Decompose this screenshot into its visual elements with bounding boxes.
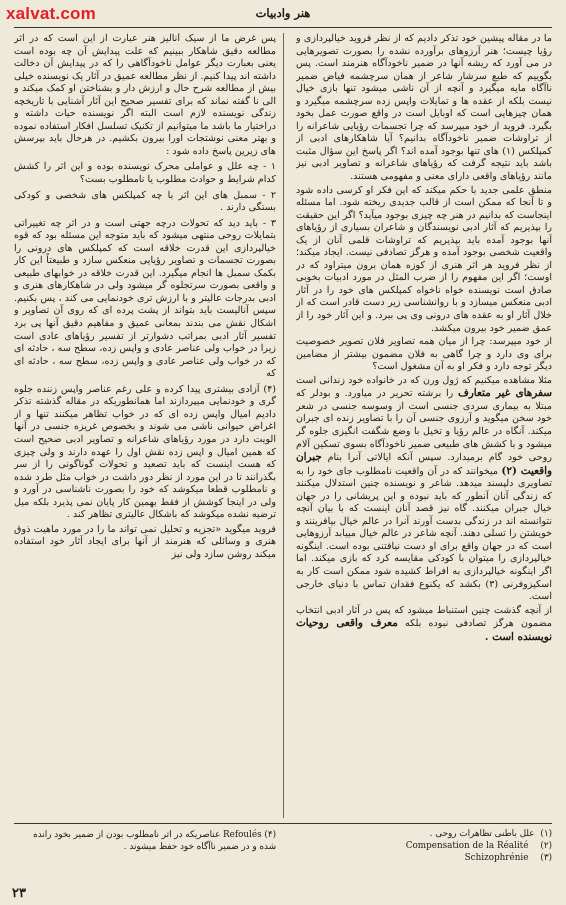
right-text-column	[296, 33, 552, 821]
paragraph-text: از خود میپرسد: چرا از میان همه تصاویر فلان تصویر خصوصیت برای وی دارد و چرا گاهی به فلان مضمون بیشتر از مضامین دیگر توجه دارد و فکر او به آن مشغول است؟	[296, 336, 552, 373]
footnote	[296, 852, 552, 864]
footnotes-right	[296, 828, 552, 864]
footnote-number: (۱)	[540, 829, 552, 839]
footnote-term: Schizophrénie	[464, 853, 529, 863]
paragraph: پس غرض ما از سیک آنالیز هنر عبارت از این است که در اثر مطالعه دقیق شاهکار ببینیم که علت پیدایش آن چه بوده است یعنی بعبارت دیگر عوامل ناخودآگاهی را که در پیدایش آن دخالت داشته اند پیدا کنیم. از نظر مطالعه عمیق در آثار یک نویسنده خیلی بیش از مطالعه شرح حال و ارزش دار و بشناختن او کمک میکند و الی نا گفته نماند که برای تفسیر صحیح این آثار آشنایی با تاریخچه زندگی نویسنده لازم است البته اگر نویسنده حیات داشته و دراختیار ما باشد ما میتوانیم از تکنیک تسلسل افکار استفاده نموده و بهتر معنی نوشتجات اورا بیرون بکشیم. در هرحال باید بپرسش های زیرین پاسخ داده شود :	[14, 33, 276, 157]
numbered-item: ۱ - چه علل و عواملی محرک نویسنده بوده و این اثر را کشش کدام شرایط و حوادث مطلوب یا نامطلوب بست؟	[14, 161, 276, 186]
footnote-number: (۴)	[264, 830, 276, 840]
paragraph	[296, 185, 552, 336]
left-text-column	[14, 33, 276, 821]
paragraph	[296, 605, 552, 645]
bold-phrase: معرف واقعی روحیات نویسنده است .	[296, 617, 552, 643]
footnote	[14, 830, 276, 853]
numbered-item: ۳ - باید دید که تحولات درچه جهتی است و در اثر چه تغییراتی بتمایلات روحی منتهی میشود که باید متوجه این مسئله بود که قوه خیالپردازی این قدرت خلاقه است که کمپلکس های درونی را بصورت تجسمات و تصاویر رؤیایی منعکس سازد و طبیعتاً این کار بکمک سمبل ها انجام میگیرد. این قدرت خلاقه در خوابهای طبیعی و واقعی بصورت سرتجلوه گر میشود ولی در شاهکارهای هنری و ادبی بدرجات عالیتر و با ارزش تری خودنمایی می کند ، پس بکنیم. سپس آنالیست باید بتواند از پشت پرده ای که روی آن تصاویر و اشکال نقش می بندند بمعانی عمیق و مفاهیم دقیق آنها پی برد تفسیر آثار ادبی بمراتب دشوارتر از تفسیر رؤیاهای عادی است زیرا در خواب ولی عناصر عادی و واپس زده، سطح سه ، حادثه ای که در خواب ولی عناصر عادی و واپس زده، سطح سه ، حادثه ای که	[14, 217, 276, 380]
paragraph-text: مثلا مشاهده میکنیم که ژول ورن که در خانواده خود زندانی است	[296, 374, 552, 386]
paragraph-text: را برشته تحریر در میاورد. و بودلر که مبتلا به بیماری سردی جنسی است از وسوسه جنسی در شعر خود سخن میگوید و آرزوی جنسی آن را با تصاویر زنده ای جبران میکند. آنگاه در عالم رؤیا و تخیل با وضع شگفت انگیزی جلوه گر میشود و با کشش های طبیعی ضمیر ناخودآگاه بسوی تسکین آلام روحی خود گام برمیدارد. سپس آنکه ایالاتی آنرا بنام	[296, 388, 552, 464]
watermark-logo: xalvat.com	[6, 4, 96, 23]
paragraph	[296, 375, 552, 604]
footnote-term: Refoulés	[223, 830, 262, 840]
footnote	[296, 840, 552, 852]
footnote-number: (۳)	[540, 853, 552, 863]
footnote	[296, 828, 552, 840]
column-divider	[283, 33, 284, 818]
footnote-text: علل باطنی تظاهرات روحی .	[429, 829, 535, 839]
paragraph	[296, 336, 552, 374]
bold-phrase: سفرهای غیر متعارف	[458, 387, 552, 400]
numbered-item: ۲ - سمبل های این اثر با چه کمپلکس های شخصی و کودکی بستگی دارند .	[14, 189, 276, 214]
paragraph: فروید میگوید «تجزیه و تحلیل نمی تواند ما را در مورد ماهیت ذوق هنری و وسائلی که هنرمند از آنها برای ایجاد آثار خود استفاده میکند روشن سازد ولی نیز	[14, 523, 276, 560]
paragraph	[296, 33, 552, 184]
paragraph-text: ما در مقاله پیشین خود تذکر دادیم که از نظر فروید خیالپردازی و رؤیا چیست؛ هنر آرزوهای برآورده نشده را بصورت تصویرهایی در می آورد که ریشه آنها در ضمیر ناخودآگاه هنرمند است. پس بگوییم که طبع سرشار شاعر از همان سرچشمه فیاض ضمیر ناآگاه مایه میگیرد و آنچه از آن ناشی میشود تنها بازی خیال نیست بلکه از عقده ها و تمایلات واپس زده سرچشمه میگیرد و همان چیزهایی است که اوبایل است در واقع صورت عمل بخود بگیرد. فروید از خود میپرسد که چرا تجسمات رؤیایی شاعرانه را از تراوشات ضمیر ناخودآگاه بدانیم؟ آیا شاهکارهای ادبی از کمپلکس (۱) های تنها بوجود آمده اند؟ اگر پاسخ این سؤال مثبت باشد باید نتیجه گرفت که رؤیاهای شاعرانه و تصاویر ادبی نیز مانند رؤیاهای واقعی دارای معنی و مفهومی هستند.	[296, 33, 552, 183]
paragraph-text: منطق علمی جدید با حکم میکند که این فکر او کرسی داده شود و تا آنجا که ممکن است از قالب جدیدی ریخته شود. اما مسئله اینجاست که بدانیم در هنر چه چیزی بوجود میآید؟ اگر این حقیقت را بپذیریم که آثار ادبی نویسندگان و شاعران بسیاری از رؤیاهای آنها بوجود آمده باید بپذیریم که تراوشات قلمی آنان از یک واقعیت شخصی بوجود آمده و هرگز تصادفی نیست. ایجاد میکند؛ از نظر فروید هر اثر هنری از کوزه همان برون میتراود که در اوست؛ اگر این مفهوم را از ضرب المثل در مورد ادبیات بخوبی صادق است نویسنده خواه ناخواه کمپلکس های خود را در آثار ادبی منعکس میسازد و با روانشناسی زیر دست قادر است که از خلال آثار او به عقده های درونی وی پی ببرد. و این آثار خود را از عمق ضمیر خود بیرون میکشد.	[296, 184, 552, 334]
header-rule	[14, 27, 552, 28]
footnote-term: Compensation de la Réalité	[405, 841, 529, 851]
page-number: ۲۳	[12, 886, 26, 901]
numbered-item: (۴) آزادی بیشتری پیدا کرده و علی رغم عناصر واپس زننده جلوه گری و خودنمایی میپردازند اما همانطوریکه در مقاله گذشته تذکر دادیم امیال واپس زده ای که در خواب تظاهر میکنند تنها و از اغراض حیوانی ناشی می شوند و بخصوص غریزه جنسی در آنها الویت دارد در مورد رؤیاهای شاعرانه و تصاویر ادبی صحیح است که همین امیال و اپس زده نقش اول را عهده دارند و ولی چیزی که هست اینست که باید تصعید و تحولات گوناگونی را از سر بگذرانند تا در این مورد از نظر دور داشت در خواب مثل طرد شده و نامطلوب قطعا میکوشد که خود را بصورت ناشناسی در آورد و ولی در اینجا کوشش از فقط بهمین کار پایان نمی پذیرد بلکه میل ترضیه نشده میکوشد که باشکال عالیتری تظاهر کند .	[14, 383, 276, 521]
footnote-number: (۲)	[540, 841, 552, 851]
paragraph-text: از آنچه گذشت چنین استنباط میشود که پس در آثار ادبی انتخاب مضمون هرگز تصادفی نبوده بلکه	[296, 604, 552, 630]
footnote-rule	[14, 823, 552, 824]
running-head: هنر وادبیات	[255, 6, 311, 20]
bold-phrase: جبران واقعیت (۲)	[296, 451, 552, 477]
paragraph-text: میخوانند که در آن واقعیت نامطلوب جای خود را به تصاویری دلپسند میدهد. شاعر و نویسنده چنین استدلال میکنند که زندگی آنان آنطور که باید نبوده و این پریشانی را در جهان خیال جبران میکنند. گاه نیز قصد آنان اینست که با بیان آنچه نتوانسته اند در زندگی بدست آورند آنرا در عالم خیال بیافرینند و خویشتن را تسلی دهند. آنچه شاعر در عالم خیال مییابد آرزوهایی است که در جهان واقع برای او دست نیافتنی بوده است. اینگونه خیالپردازی را میتوان با کودکی مقایسه کرد که بازی میکند. اما اگر اینگونه خیالپردازی به افراط کشیده شود ممکن است کار به اسکیزوفرنی (۳) بکشد که یکنوع فقدان تماس با دنیای خارجی است.	[296, 465, 552, 603]
footnote-text: عناصریکه در اثر نامطلوب بودن از ضمیر بخود رانده شده و در ضمیر ناآگاه خود حفظ میشوند .	[33, 830, 276, 852]
footnotes-left	[14, 830, 276, 853]
